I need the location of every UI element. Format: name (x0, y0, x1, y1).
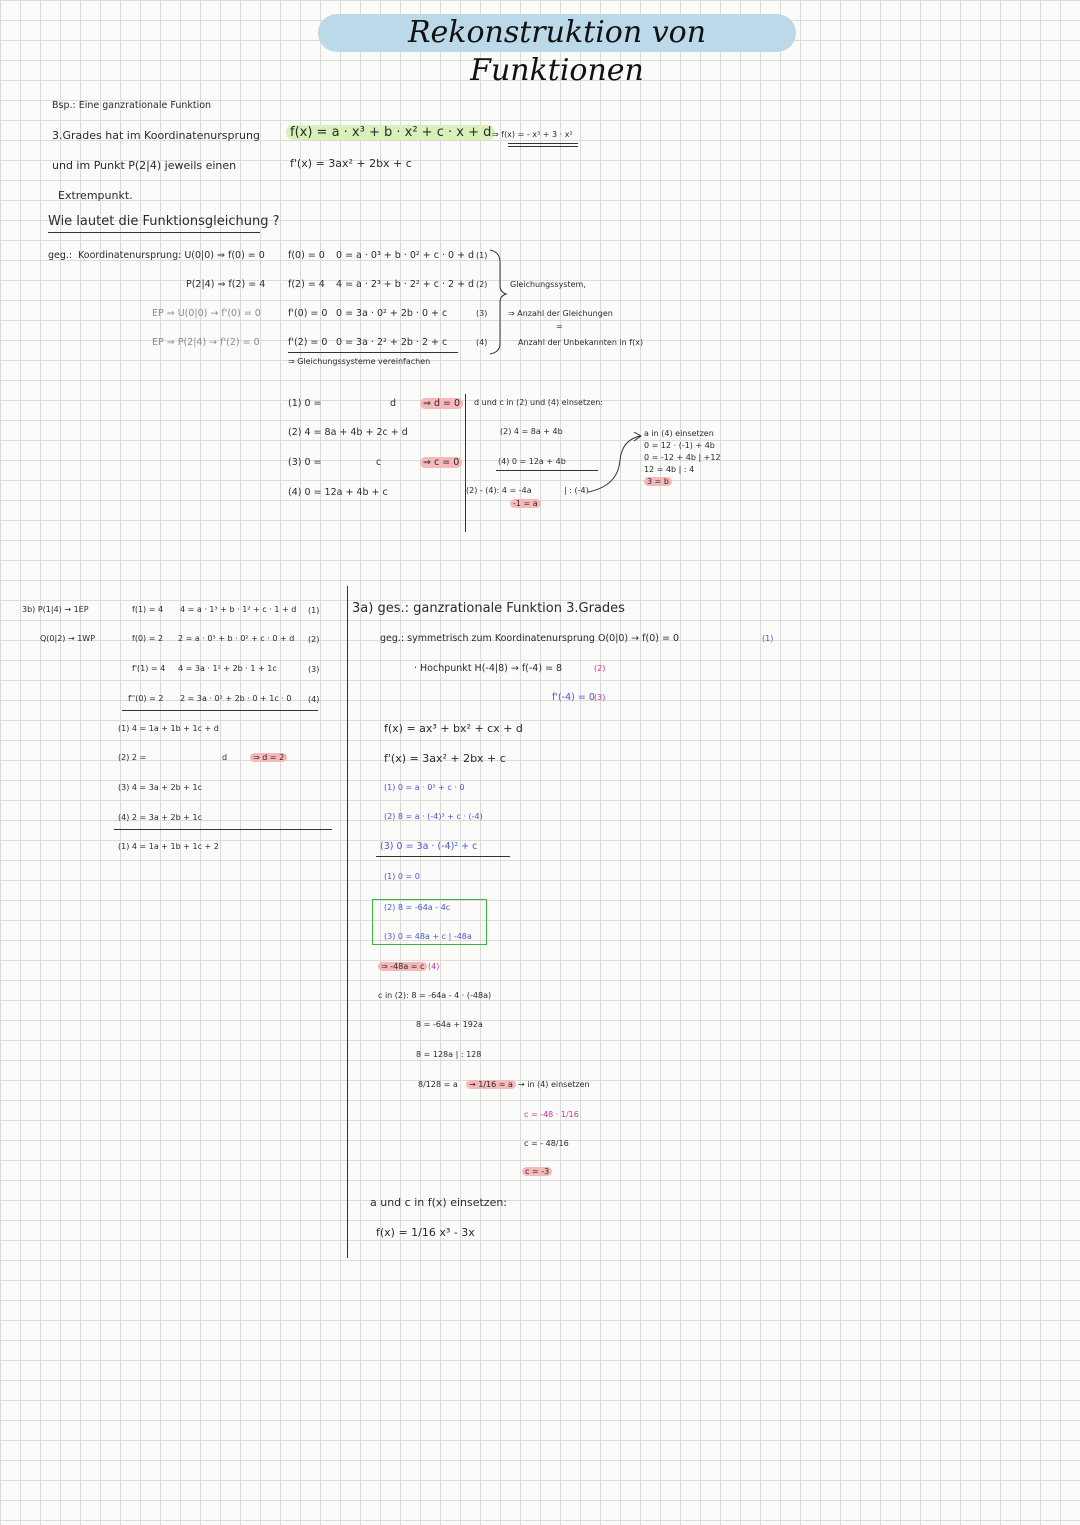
given-condition-1: Koordinatenursprung: U(0|0) ⇒ f(0) = 0 (78, 250, 265, 261)
system-num-1: (1) (476, 251, 488, 260)
simplified-1-result: ⇒ d = 0 (420, 398, 463, 409)
given-condition-3: EP ⇒ U(0|0) → f'(0) = 0 (152, 308, 261, 319)
given-condition-2: P(2|4) ⇒ f(2) = 4 (186, 279, 266, 290)
substitution-divide: | : (-4) (564, 486, 589, 495)
system-eq-4: 0 = 3a · 2² + 2b · 2 + c (336, 337, 448, 348)
simplified-1: (1) 0 = (288, 398, 322, 409)
system-lhs-4: f'(2) = 0 (288, 337, 328, 348)
task3b-simplified-5: (1) 4 = 1a + 1b + 1c + 2 (118, 842, 219, 851)
task3a-reduced-3: (3) 0 = 48a + c | -48a (384, 932, 472, 941)
simplified-3: (3) 0 = (288, 457, 322, 468)
task3a-final-head: a und c in f(x) einsetzen: (370, 1196, 508, 1209)
system-brace (490, 250, 506, 354)
task3a-eq-2: (2) 8 = a · (-4)³ + c · (-4) (384, 812, 483, 821)
question: Wie lautet die Funktionsgleichung ? (48, 214, 280, 229)
example-line-4: Extrempunkt. (58, 189, 133, 202)
task3b-lhs-4: f''(0) = 2 (128, 694, 164, 703)
task3a-final-function: f(x) = 1/16 x³ - 3x (376, 1226, 475, 1239)
system-lhs-3: f'(0) = 0 (288, 308, 328, 319)
task3b-eq-4: 2 = 3a · 0² + 2b · 0 + 1c · 0 (180, 694, 292, 703)
page-title: Rekonstruktion von Funktionen (318, 14, 796, 52)
task3b-simplified-2-d: d (222, 753, 228, 762)
simplified-3-c: c (376, 457, 382, 468)
task3a-insert: c in (2): 8 = -64a - 4 · (-48a) (378, 991, 492, 1000)
task3a-given-3-num: (3) (594, 693, 606, 702)
task3a-insert-note: → in (4) einsetzen (518, 1080, 590, 1089)
example-line-3: und im Punkt P(2|4) jeweils einen (52, 159, 237, 172)
brace-text-3: = (556, 322, 563, 331)
task3a-given-2-num: (2) (594, 664, 606, 673)
a-result: -1 = a (510, 499, 541, 509)
brace-text-1: Gleichungssystem, (510, 280, 586, 289)
substitution-eq-4: (4) 0 = 12a + 4b (498, 457, 566, 466)
task3a-given-3: f'(-4) = 0 (552, 692, 595, 703)
task3a-eq-3: (3) 0 = 3a · (-4)² + c (380, 841, 478, 852)
system-num-4: (4) (476, 338, 488, 347)
task3a-step-3: 8/128 = a (418, 1080, 458, 1089)
task3b-point-2: Q(0|2) → 1WP (40, 634, 96, 643)
task3b-eq-3: 4 = 3a · 1² + 2b · 1 + 1c (178, 664, 277, 673)
task3b-lhs-3: f'(1) = 4 (132, 664, 166, 673)
given-condition-4: EP ⇒ P(2|4) → f'(2) = 0 (152, 337, 260, 348)
system-num-3: (3) (476, 309, 488, 318)
task3b-simplified-1: (1) 4 = 1a + 1b + 1c + d (118, 724, 219, 733)
task3a-given-1-num: (1) (762, 634, 774, 643)
system-num-2: (2) (476, 280, 488, 289)
curved-arrow (588, 436, 640, 492)
simplified-4: (4) 0 = 12a + 4b + c (288, 487, 388, 498)
system-eq-1: 0 = a · 0³ + b · 0² + c · 0 + d (336, 250, 475, 261)
task3a-derivative: f'(x) = 3ax² + 2bx + c (384, 752, 506, 765)
task3a-c-expression: ⇒ -48a = c (378, 962, 427, 972)
task3a-step-1: 8 = -64a + 192a (416, 1020, 483, 1029)
substitution-head: d und c in (2) und (4) einsetzen: (474, 398, 603, 407)
task3b-lhs-2: f(0) = 2 (132, 634, 164, 643)
task3b-num-2: (2) (308, 635, 320, 644)
example-line-2: 3.Grades hat im Koordinatenursprung (52, 129, 260, 142)
system-lhs-1: f(0) = 0 (288, 250, 325, 261)
brace-text-2: ⇒ Anzahl der Gleichungen (508, 309, 613, 318)
task3b-simplified-4: (4) 2 = 3a + 2b + 1c (118, 813, 202, 822)
b-result: 3 = b (644, 477, 672, 487)
task3b-eq-2: 2 = a · 0³ + b · 0² + c · 0 + d (178, 634, 295, 643)
a-insert-head: a in (4) einsetzen (644, 429, 714, 438)
task3a-step-2: 8 = 128a | : 128 (416, 1050, 482, 1059)
function-result: ⇒ f(x) = - x³ + 3 · x² (492, 130, 573, 139)
task3a-c-number: (4) (428, 962, 440, 971)
task3a-given-2: · Hochpunkt H(-4|8) → f(-4) = 8 (414, 663, 563, 674)
task3b-num-1: (1) (308, 606, 320, 615)
task3a-a-result: → 1/16 = a (466, 1080, 516, 1090)
system-lhs-2: f(2) = 4 (288, 279, 325, 290)
substitution-eq-2: (2) 4 = 8a + 4b (500, 427, 563, 436)
function-general: f(x) = a · x³ + b · x² + c · x + d (286, 125, 495, 141)
task3b-num-4: (4) (308, 695, 320, 704)
system-simplify-note: ⇒ Gleichungssysteme vereinfachen (288, 357, 431, 366)
task3b-point-1: 3b) P(1|4) → 1EP (22, 605, 89, 614)
simplified-3-result: ⇒ c = 0 (420, 457, 462, 468)
brace-text-4: Anzahl der Unbekannten in f(x) (518, 338, 644, 347)
system-eq-2: 4 = a · 2³ + b · 2² + c · 2 + d (336, 279, 475, 290)
task3a-c-step-2: c = - 48/16 (524, 1139, 569, 1148)
task3b-lhs-1: f(1) = 4 (132, 605, 164, 614)
task3a-reduced-2: (2) 8 = -64a - 4c (384, 903, 451, 912)
task3a-reduced-1: (1) 0 = 0 (384, 872, 420, 881)
task3b-num-3: (3) (308, 665, 320, 674)
task3a-eq-1: (1) 0 = a · 0³ + c · 0 (384, 783, 465, 792)
simplified-1-d: d (390, 398, 397, 409)
task3a-head: 3a) ges.: ganzrationale Funktion 3.Grades (352, 601, 625, 616)
system-eq-3: 0 = 3a · 0² + 2b · 0 + c (336, 308, 448, 319)
task3b-d-result: ⇒ d = 2 (250, 753, 287, 763)
a-insert-row-1: 0 = 12 · (-1) + 4b (644, 441, 715, 450)
example-line-1: Bsp.: Eine ganzrationale Funktion (52, 100, 212, 111)
task3b-simplified-3: (3) 4 = 3a + 2b + 1c (118, 783, 202, 792)
task3a-function: f(x) = ax³ + bx² + cx + d (384, 722, 523, 735)
task3b-eq-1: 4 = a · 1³ + b · 1² + c · 1 + d (180, 605, 297, 614)
task3b-simplified-2: (2) 2 = (118, 753, 147, 762)
task3a-c-result: c = -3 (522, 1167, 552, 1177)
simplified-2: (2) 4 = 8a + 4b + 2c + d (288, 427, 408, 438)
a-insert-row-2: 0 = -12 + 4b | +12 (644, 453, 721, 462)
function-derivative: f'(x) = 3ax² + 2bx + c (290, 157, 412, 170)
substitution-diff: (2) - (4): 4 = -4a (466, 486, 532, 495)
task3a-c-step-1: c = -48 · 1/16 (524, 1110, 579, 1119)
a-insert-row-3: 12 = 4b | : 4 (644, 465, 695, 474)
task3a-given-1: geg.: symmetrisch zum Koordinatenursprung O(0|0) → f(0) = 0 (380, 633, 679, 644)
given-label: geg.: (48, 250, 73, 261)
